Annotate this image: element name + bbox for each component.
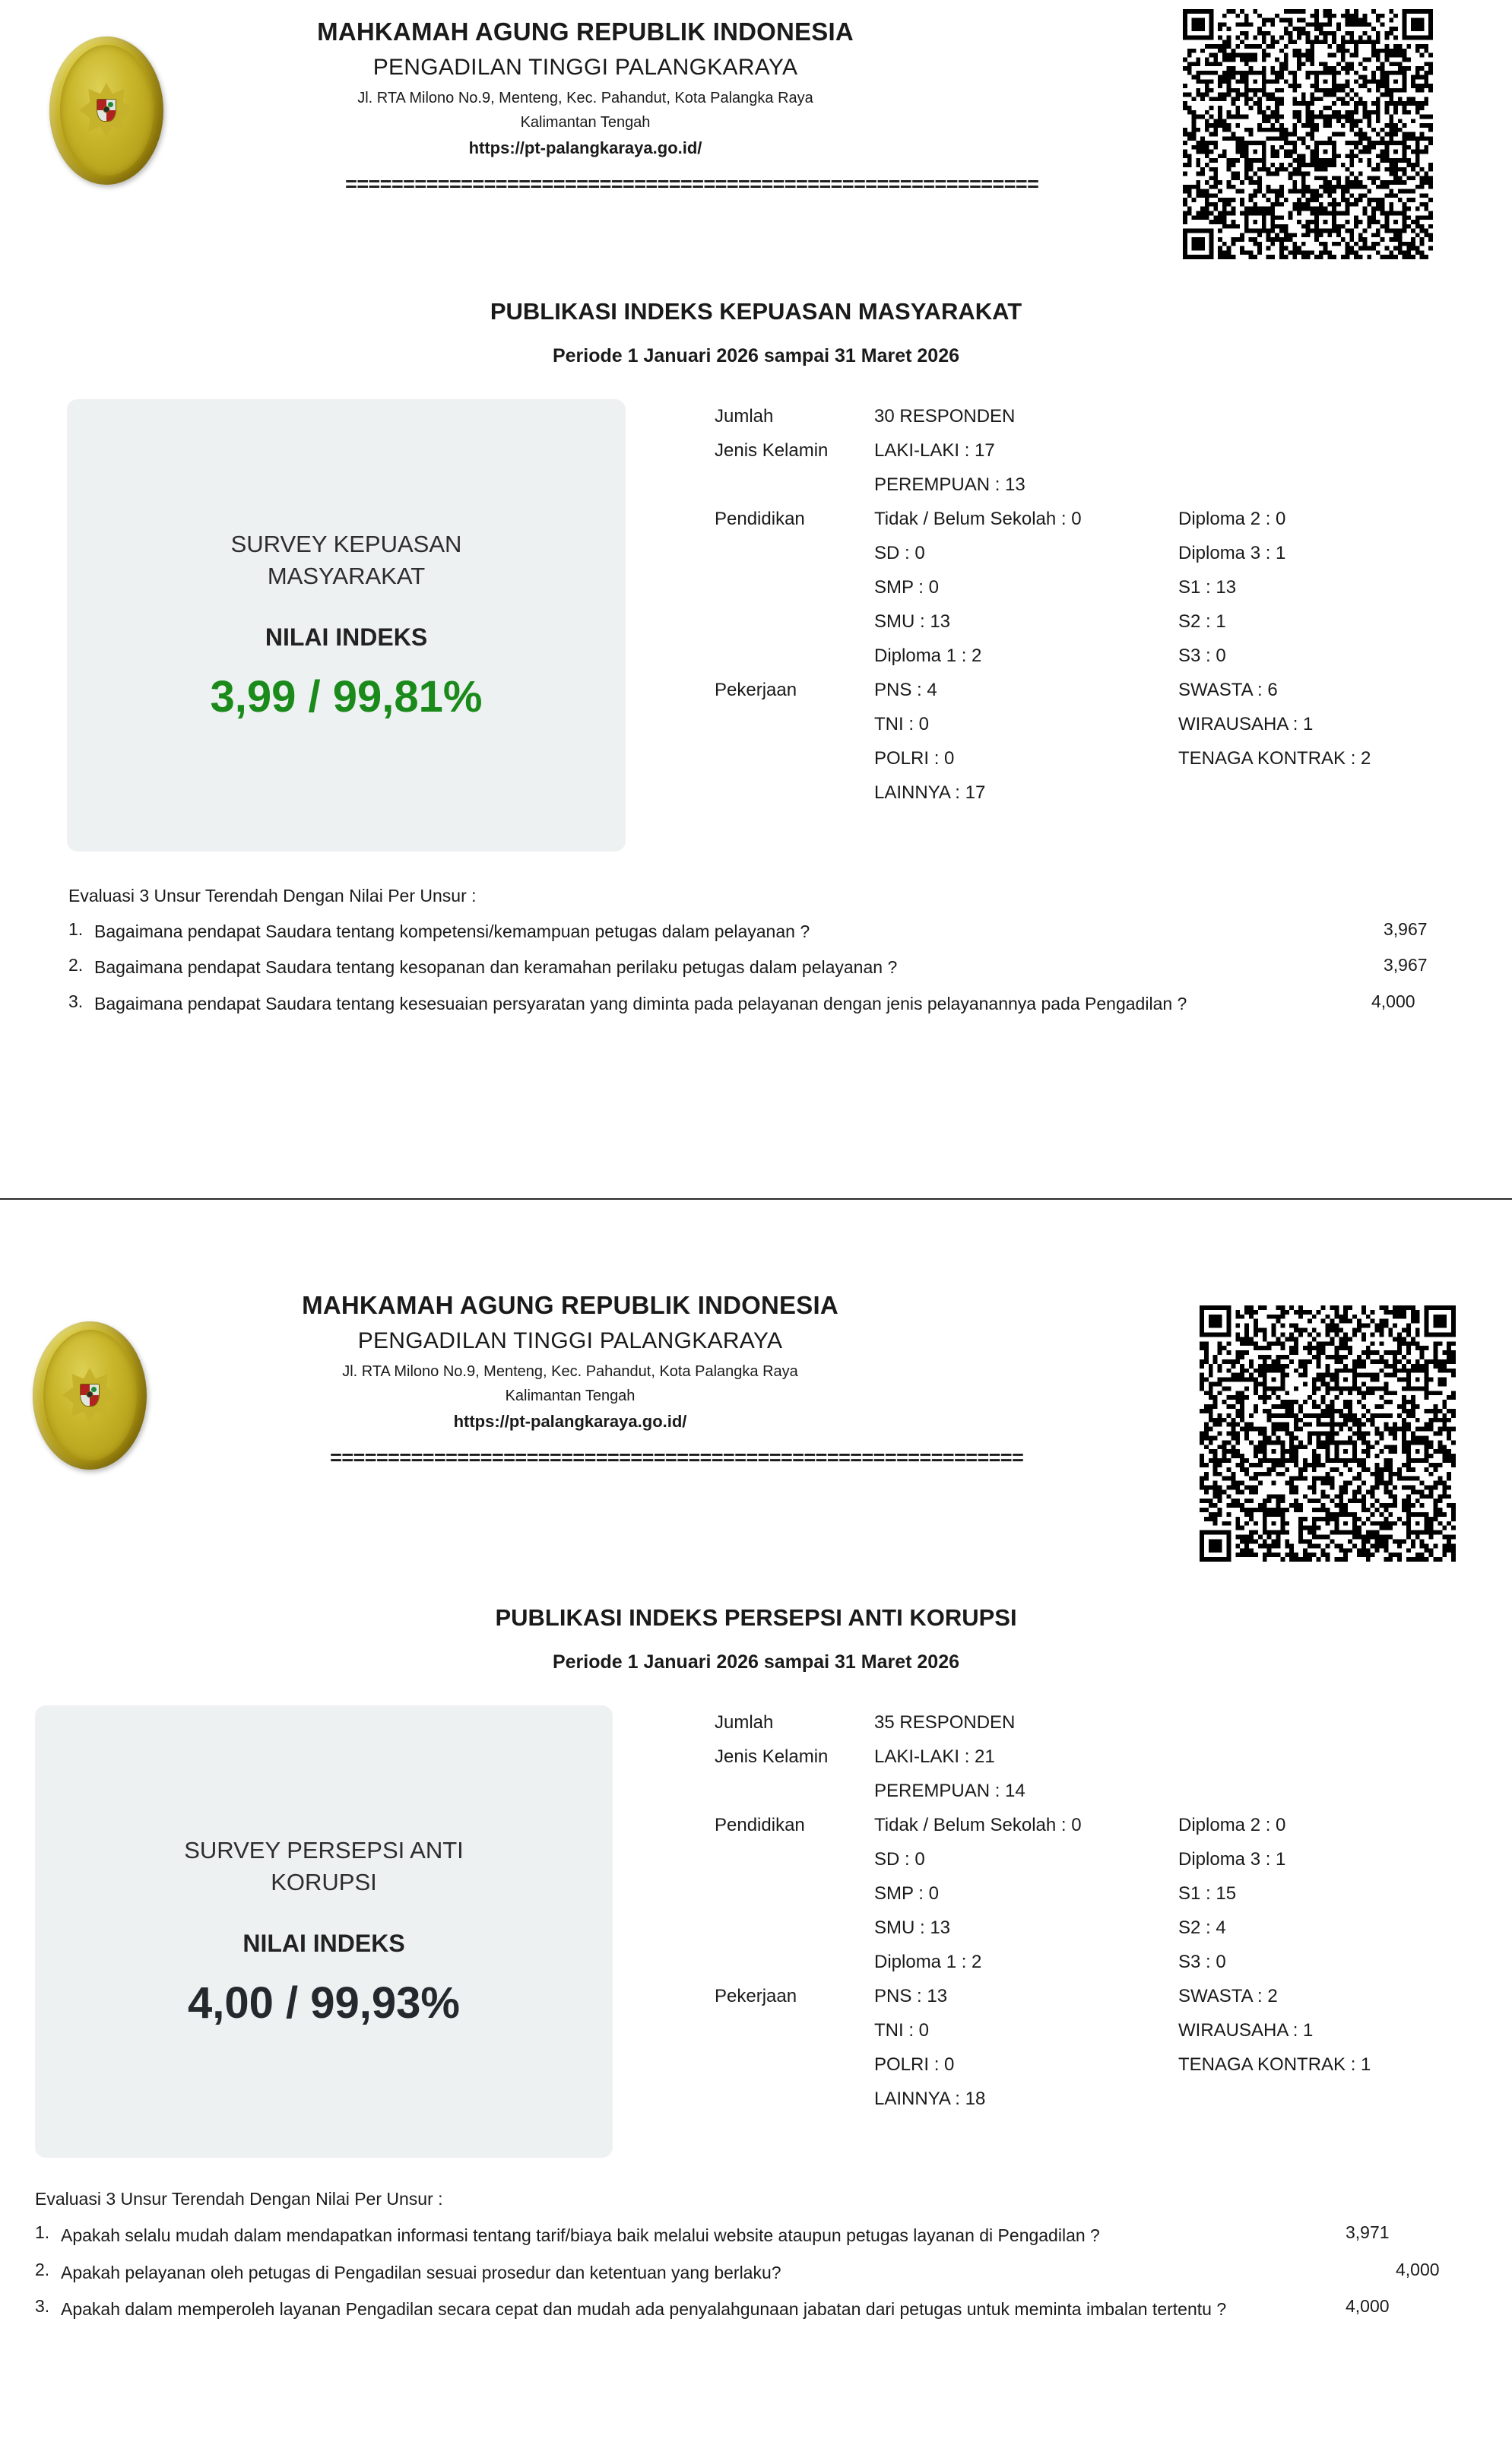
list-item [874,707,1490,741]
list-item [874,468,1490,502]
list-item [874,2047,1490,2082]
court-province: Kalimantan Tengah [520,114,651,131]
demo-cell-right: Diploma 3 : 1 [1178,543,1286,563]
evaluation-question: Apakah selalu mudah dalam mendapatkan informasi tentang tarif/biaya baik melalui website ataupun petugas layanan di Pengadilan ? [61,2225,1100,2245]
evaluation-block [68,886,1460,1017]
institution-name: MAHKAMAH AGUNG REPUBLIK INDONESIA [302,1291,838,1319]
list-item [874,1842,1490,1876]
evaluation-question: Bagaimana pendapat Saudara tentang kesesuaian persyaratan yang diminta pada pelayanan dengan jenis pelayanannya pada Pengadilan ? [94,993,1187,1013]
evaluation-score: 4,000 [1371,991,1415,1011]
list-item [874,1911,1490,1945]
demo-row-occupation [715,673,1490,810]
demo-cell-right: SWASTA : 6 [1178,680,1278,700]
list-item [874,2082,1490,2116]
star-emblem-icon [79,83,134,138]
evaluation-score: 4,000 [1396,2259,1440,2279]
list-item [68,955,1460,980]
letterhead [0,0,1512,243]
demo-row-education [715,502,1490,673]
demo-label-gender: Jenis Kelamin [715,1746,829,1767]
index-value: 3,99 / 99,81% [210,672,483,722]
index-label: NILAI INDEKS [242,1930,405,1958]
list-item [874,776,1490,810]
demo-cell-left: PEREMPUAN : 14 [874,1781,1025,1801]
demo-cell-left: Tidak / Belum Sekolah : 0 [874,1815,1082,1835]
demo-cell-left: TNI : 0 [874,714,930,734]
demo-cell-right: S2 : 1 [1178,611,1226,632]
list-item [68,919,1460,944]
survey-name-line1: SURVEY KEPUASAN [230,530,462,557]
institution-name: MAHKAMAH AGUNG REPUBLIK INDONESIA [317,17,854,46]
list-item [874,1740,1490,1774]
demo-value-jumlah: 35 RESPONDEN [874,1712,1016,1733]
index-value: 4,00 / 99,93% [188,1978,460,2028]
demo-cell-left: SMP : 0 [874,1883,939,1904]
court-address: Jl. RTA Milono No.9, Menteng, Kec. Pahandut, Kota Palangka Raya [357,90,813,106]
demo-cell-right: S3 : 0 [1178,645,1226,666]
list-item [874,741,1490,776]
demo-cell-left: Diploma 1 : 2 [874,1952,982,1972]
list-item [874,639,1490,673]
demo-cell-left: SD : 0 [874,543,925,563]
demo-cell-right: S3 : 0 [1178,1952,1226,1972]
court-logo [14,1300,166,1490]
evaluation-number: 1. [35,2222,50,2242]
demo-cell-right: S2 : 4 [1178,1917,1226,1938]
survey-name-line2: KORUPSI [271,1868,377,1895]
court-address: Jl. RTA Milono No.9, Menteng, Kec. Pahandut, Kota Palangka Raya [342,1363,798,1380]
demo-cell-right: Diploma 3 : 1 [1178,1849,1286,1870]
demo-cell-right: TENAGA KONTRAK : 1 [1178,2054,1371,2075]
letterhead-rule: ============================================================ [329,1448,1024,1471]
evaluation-heading: Evaluasi 3 Unsur Terendah Dengan Nilai Per Unsur : [68,886,477,906]
demo-cell-left: LAKI-LAKI : 21 [874,1746,995,1767]
demo-cell-left: POLRI : 0 [874,748,955,769]
evaluation-question: Apakah dalam memperoleh layanan Pengadilan secara cepat dan mudah ada penyalahgunaan jabatan dari petugas untuk meminta imbalan tertentu ? [61,2299,1227,2319]
demo-cell-left: PNS : 4 [874,680,937,700]
demo-cell-left: TNI : 0 [874,2020,930,2041]
demo-cell-left: PNS : 13 [874,1986,948,2006]
demo-cell-left: LAINNYA : 18 [874,2089,986,2109]
letterhead-text [198,8,1039,198]
list-item [874,2013,1490,2047]
list-item [874,570,1490,604]
section-divider [0,1198,1512,1200]
publication-period: Periode 1 Januari 2026 sampai 31 Maret 2026 [552,1651,960,1673]
section-ipak [0,1283,1512,2323]
demo-row-jumlah [715,399,1490,433]
list-item [874,1876,1490,1911]
star-emblem-icon [62,1368,117,1423]
court-name: PENGADILAN TINGGI PALANGKARAYA [372,55,798,80]
shield-icon [80,1384,100,1407]
index-card [67,399,626,852]
evaluation-number: 2. [35,2259,50,2279]
list-item [874,1979,1490,2013]
evaluation-score: 3,971 [1346,2222,1390,2242]
demo-cell-right: S1 : 13 [1178,577,1237,598]
demo-row-gender [715,1740,1490,1808]
demo-cell-left: LAINNYA : 17 [874,782,986,803]
shield-icon [97,99,116,122]
letterhead [0,1283,1512,1557]
court-province: Kalimantan Tengah [505,1388,636,1404]
list-item [35,2296,1472,2323]
survey-name [184,1835,464,1898]
demo-label-jumlah: Jumlah [715,406,774,427]
survey-name [231,528,462,592]
demo-label-jumlah: Jumlah [715,1712,774,1733]
survey-name-line1: SURVEY PERSEPSI ANTI [184,1836,464,1863]
demo-label-gender: Jenis Kelamin [715,440,829,461]
evaluation-number: 1. [68,919,84,939]
letterhead-text [182,1283,1024,1471]
list-item [874,536,1490,570]
evaluation-score: 4,000 [1346,2296,1390,2316]
court-website-url: https://pt-palangkaraya.go.id/ [468,138,702,157]
court-website-url: https://pt-palangkaraya.go.id/ [453,1412,687,1431]
list-item [35,2260,1472,2286]
list-item [874,673,1490,707]
index-label: NILAI INDEKS [265,623,428,652]
evaluation-question: Bagaimana pendapat Saudara tentang kesopanan dan keramahan perilaku petugas dalam pelayanan ? [94,957,898,978]
qr-code [1200,1302,1456,1565]
list-item [874,502,1490,536]
demo-cell-left: SMU : 13 [874,611,951,632]
gold-medallion-icon [33,1321,147,1470]
demographics-table [715,1705,1490,2116]
evaluation-question: Bagaimana pendapat Saudara tentang kompetensi/kemampuan petugas dalam pelayanan ? [94,921,810,941]
demo-cell-left: Tidak / Belum Sekolah : 0 [874,509,1082,529]
publication-period: Periode 1 Januari 2026 sampai 31 Maret 2026 [552,345,960,366]
demo-row-jumlah [715,1705,1490,1740]
demo-cell-left: SD : 0 [874,1849,925,1870]
demo-cell-left: Diploma 1 : 2 [874,645,982,666]
survey-name-line2: MASYARAKAT [267,562,426,589]
evaluation-score: 3,967 [1384,955,1428,975]
demo-cell-right: S1 : 15 [1178,1883,1237,1904]
demo-cell-left: POLRI : 0 [874,2054,955,2075]
demo-row-gender [715,433,1490,502]
demo-label-occupation: Pekerjaan [715,1986,797,2006]
evaluation-question: Apakah pelayanan oleh petugas di Pengadilan sesuai prosedur dan ketentuan yang berlaku? [61,2262,781,2282]
demo-label-education: Pendidikan [715,1815,805,1835]
evaluation-number: 3. [35,2296,50,2316]
demo-row-occupation [715,1979,1490,2116]
evaluation-number: 2. [68,955,84,975]
demo-cell-left: SMU : 13 [874,1917,951,1938]
list-item [874,1774,1490,1808]
evaluation-block [35,2189,1472,2323]
demo-cell-left: PEREMPUAN : 13 [874,474,1025,495]
list-item [874,433,1490,468]
evaluation-number: 3. [68,991,84,1011]
demo-value-jumlah: 30 RESPONDEN [874,406,1016,427]
demographics-table [715,399,1490,810]
letterhead-rule: ============================================================ [344,175,1039,198]
demo-cell-right: TENAGA KONTRAK : 2 [1178,748,1371,769]
demo-cell-right: SWASTA : 2 [1178,1986,1278,2006]
demo-cell-left: SMP : 0 [874,577,939,598]
demo-label-occupation: Pekerjaan [715,680,797,700]
publication-title: PUBLIKASI INDEKS KEPUASAN MASYARAKAT [490,298,1022,325]
section-ikm [0,0,1512,1198]
demo-row-education [715,1808,1490,1979]
demo-cell-right: WIRAUSAHA : 1 [1178,2020,1314,2041]
court-name: PENGADILAN TINGGI PALANGKARAYA [357,1328,783,1353]
list-item [68,991,1460,1017]
list-item [874,1808,1490,1842]
qr-code [1183,6,1433,262]
list-item [874,1945,1490,1979]
demo-label-education: Pendidikan [715,509,805,529]
evaluation-score: 3,967 [1384,919,1428,939]
publication-title: PUBLIKASI INDEKS PERSEPSI ANTI KORUPSI [495,1604,1017,1631]
demo-cell-right: Diploma 2 : 0 [1178,1815,1286,1835]
list-item [874,604,1490,639]
court-logo [30,15,182,205]
gold-medallion-icon [49,36,163,185]
demo-cell-right: Diploma 2 : 0 [1178,509,1286,529]
evaluation-heading: Evaluasi 3 Unsur Terendah Dengan Nilai Per Unsur : [35,2189,443,2209]
index-card [35,1705,613,2158]
demo-cell-left: LAKI-LAKI : 17 [874,440,995,461]
list-item [35,2222,1472,2249]
demo-cell-right: WIRAUSAHA : 1 [1178,714,1314,734]
